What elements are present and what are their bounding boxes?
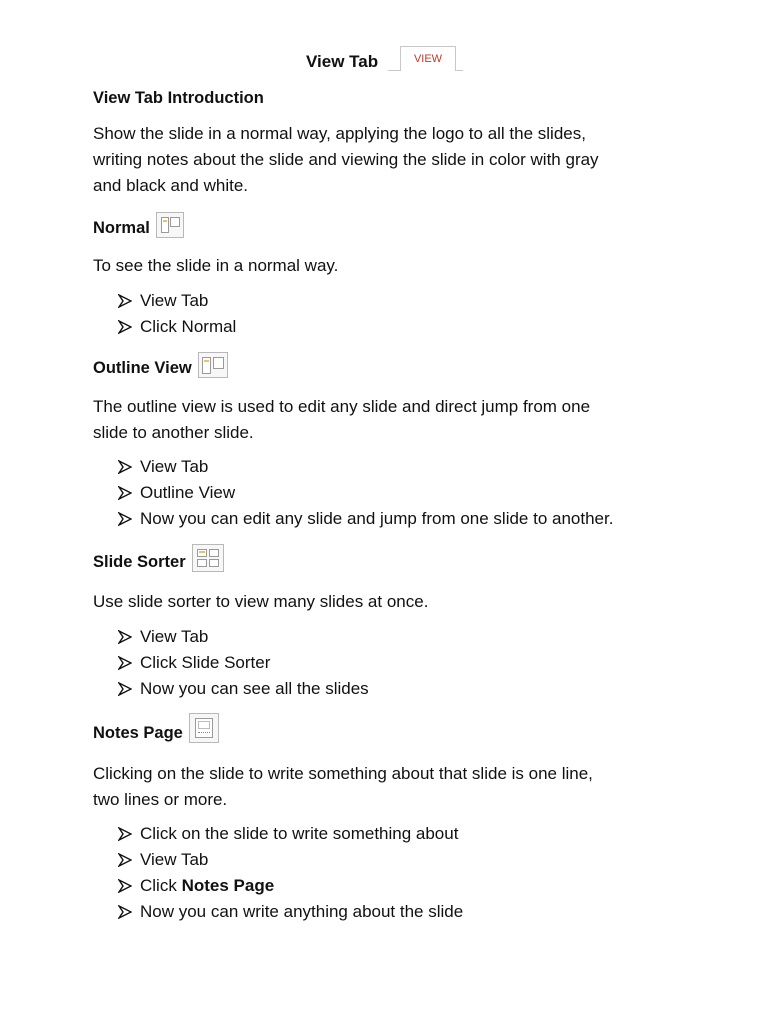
arrow-bullet-icon: [118, 656, 132, 670]
step-text: Now you can write anything about the slide: [140, 902, 464, 921]
step-text: Now you can see all the slides: [140, 679, 369, 698]
sorter-steps: [118, 624, 738, 702]
arrow-bullet-icon: [118, 512, 132, 526]
list-item: [118, 480, 738, 506]
list-item: [118, 847, 738, 873]
normal-heading: Normal: [93, 219, 150, 237]
step-text: View Tab: [140, 627, 209, 646]
step-text: View Tab: [140, 291, 209, 310]
page-title: View Tab: [306, 52, 379, 71]
notes-line-2: two lines or more.: [93, 790, 228, 809]
outline-paragraph: [93, 394, 693, 446]
arrow-bullet-icon: [118, 630, 132, 644]
outline-heading-row: [93, 352, 693, 378]
step-text: Now you can edit any slide and jump from one slide to another.: [140, 509, 614, 528]
arrow-bullet-icon: [118, 460, 132, 474]
view-tab-image: VIEW: [400, 46, 456, 71]
list-item: [118, 624, 738, 650]
intro-line-1: Show the slide in a normal way, applying the logo to all the slides,: [93, 124, 586, 143]
list-item: [118, 650, 738, 676]
list-item: [118, 314, 738, 340]
intro-line-3: and black and white.: [93, 176, 248, 195]
notes-steps: [118, 821, 738, 925]
notes-line-1: Clicking on the slide to write something about that slide is one line,: [93, 764, 593, 783]
outline-steps: [118, 454, 738, 532]
normal-text: To see the slide in a normal way.: [93, 256, 339, 275]
notes-heading-row: [93, 713, 693, 743]
sorter-heading: Slide Sorter: [93, 553, 186, 571]
list-item: [118, 873, 738, 899]
notes-heading: Notes Page: [93, 724, 183, 742]
list-item: [118, 288, 738, 314]
arrow-bullet-icon: [118, 879, 132, 893]
intro-line-2: writing notes about the slide and viewing the slide in color with gray: [93, 150, 599, 169]
notes-page-icon: [189, 713, 219, 743]
title-row: [0, 46, 768, 76]
step-text: Click on the slide to write something about: [140, 824, 459, 843]
list-item: [118, 676, 738, 702]
list-item: [118, 899, 738, 925]
arrow-bullet-icon: [118, 294, 132, 308]
list-item: [118, 454, 738, 480]
list-item: [118, 821, 738, 847]
outline-line-2: slide to another slide.: [93, 423, 254, 442]
tab-underline-left: [388, 70, 400, 71]
intro-heading: View Tab Introduction: [93, 89, 264, 107]
step-text-prefix: Click: [140, 876, 177, 895]
step-text: View Tab: [140, 457, 209, 476]
outline-heading: Outline View: [93, 359, 192, 377]
arrow-bullet-icon: [118, 827, 132, 841]
arrow-bullet-icon: [118, 320, 132, 334]
step-text: View Tab: [140, 850, 209, 869]
slide-sorter-icon: [192, 544, 224, 572]
sorter-text: Use slide sorter to view many slides at once.: [93, 592, 429, 611]
arrow-bullet-icon: [118, 486, 132, 500]
normal-view-icon: [156, 212, 184, 238]
arrow-bullet-icon: [118, 853, 132, 867]
step-text: Click Normal: [140, 317, 237, 336]
notes-paragraph: [93, 761, 693, 813]
outline-view-icon: [198, 352, 228, 378]
step-text: Outline View: [140, 483, 236, 502]
sorter-heading-row: [93, 544, 693, 572]
arrow-bullet-icon: [118, 905, 132, 919]
normal-heading-row: [93, 212, 693, 238]
outline-line-1: The outline view is used to edit any slide and direct jump from one: [93, 397, 591, 416]
step-text-bold: Notes Page: [181, 876, 275, 895]
tab-underline-right: [455, 70, 463, 71]
intro-paragraph: [93, 121, 693, 199]
arrow-bullet-icon: [118, 682, 132, 696]
step-text: Click Slide Sorter: [140, 653, 271, 672]
list-item: [118, 506, 738, 532]
normal-steps: [118, 288, 738, 340]
